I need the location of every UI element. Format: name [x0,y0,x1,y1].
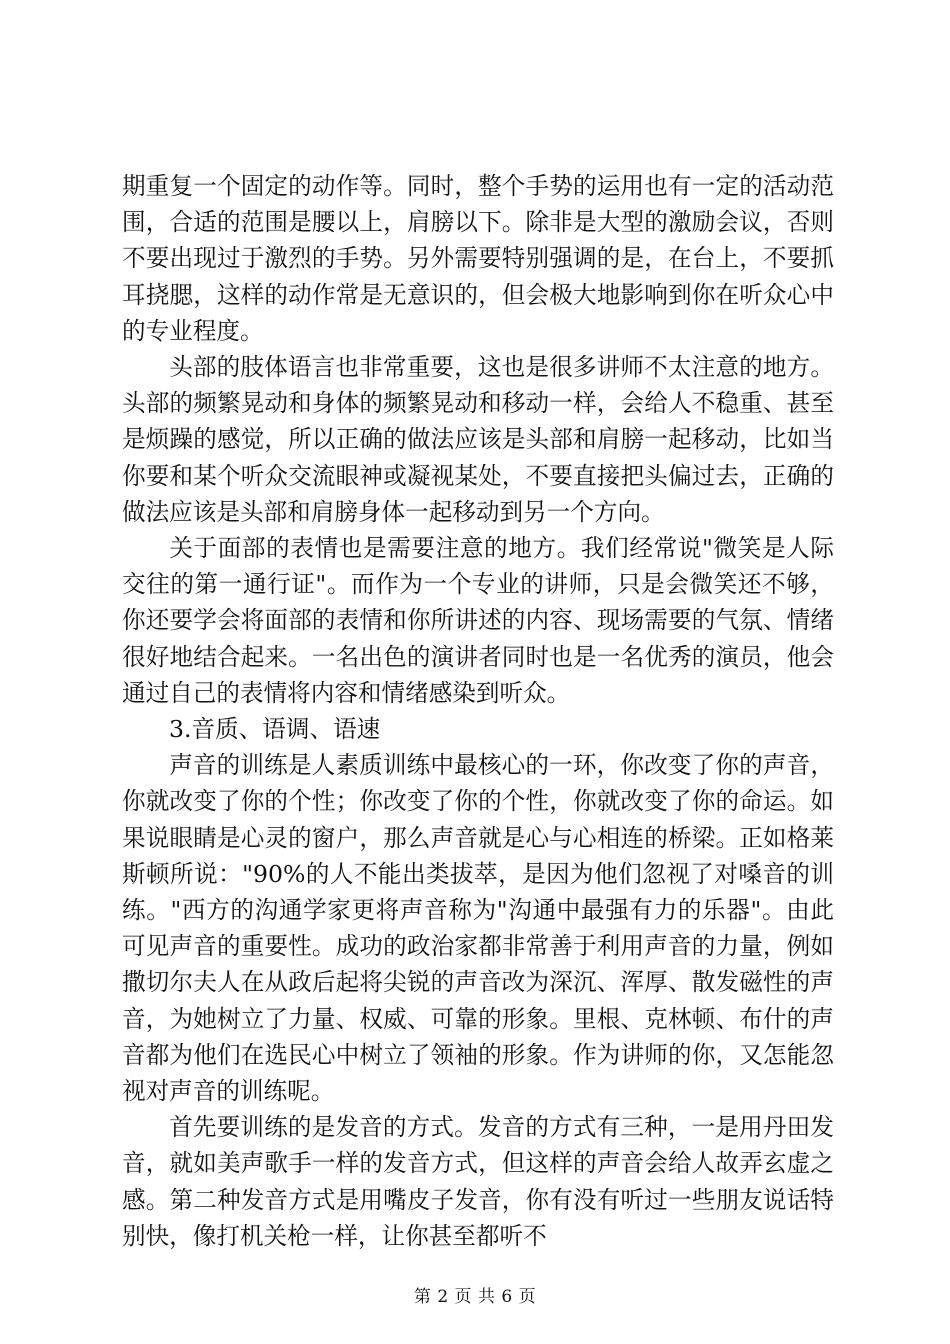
document-body [122,168,834,1254]
paragraph-voice-training: 声音的训练是人素质训练中最核心的一环，你改变了你的声音，你就改变了你的个性；你改变了你的个性，你就改变了你的命运。如果说眼睛是心灵的窗户，那么声音就是心与心相连的桥梁。正如格莱斯顿所说："90%的人不能出类拔萃，是因为他们忽视了对嗓音的训练。"西方的沟通学家更将声音称为"沟通中最强有力的乐器"。由此可见声音的重要性。成功的政治家都非常善于利用声音的力量，例如撒切尔夫人在从政后起将尖锐的声音改为深沉、浑厚、散发磁性的声音，为她树立了力量、权威、可靠的形象。里根、克林顿、布什的声音都为他们在选民心中树立了领袖的形象。作为讲师的你，又怎能忽视对声音的训练呢。 [122,751,834,1106]
paragraph-head-language: 头部的肢体语言也非常重要，这也是很多讲师不太注意的地方。头部的频繁晃动和身体的频繁晃动和移动一样，会给人不稳重、甚至是烦躁的感觉，所以正确的做法应该是头部和肩膀一起移动，比如当你要和某个听众交流眼神或凝视某处，不要直接把头偏过去，正确的做法应该是头部和肩膀身体一起移动到另一个方向。 [122,353,834,526]
page-footer: 第 2 页 共 6 页 [413,1287,537,1307]
paragraph-voice-method: 首先要训练的是发音的方式。发音的方式有三种，一是用丹田发音，就如美声歌手一样的发音方式，但这样的声音会给人故弄玄虚之感。第二种发音方式是用嘴皮子发音，你有没有听过一些朋友说话特别快，像打机关枪一样，让你甚至都听不 [122,1113,834,1250]
paragraph-gesture-range: 期重复一个固定的动作等。同时，整个手势的运用也有一定的活动范围，合适的范围是腰以上，肩膀以下。除非是大型的激励会议，否则不要出现过于激烈的手势。另外需要特别强调的是，在台上，不要抓耳挠腮，这样的动作常是无意识的，但会极大地影响到你在听众心中的专业程度。 [122,172,834,345]
section-heading: 3.音质、语调、语速 [169,715,381,744]
paragraph-facial-expression: 关于面部的表情也是需要注意的地方。我们经常说"微笑是人际交往的第一通行证"。而作为一个专业的讲师，只是会微笑还不够，你还要学会将面部的表情和你所讲述的内容、现场需要的气氛、情绪很好地结合起来。一名出色的演讲者同时也是一名优秀的演员，他会通过自己的表情将内容和情绪感染到听众。 [122,534,834,707]
